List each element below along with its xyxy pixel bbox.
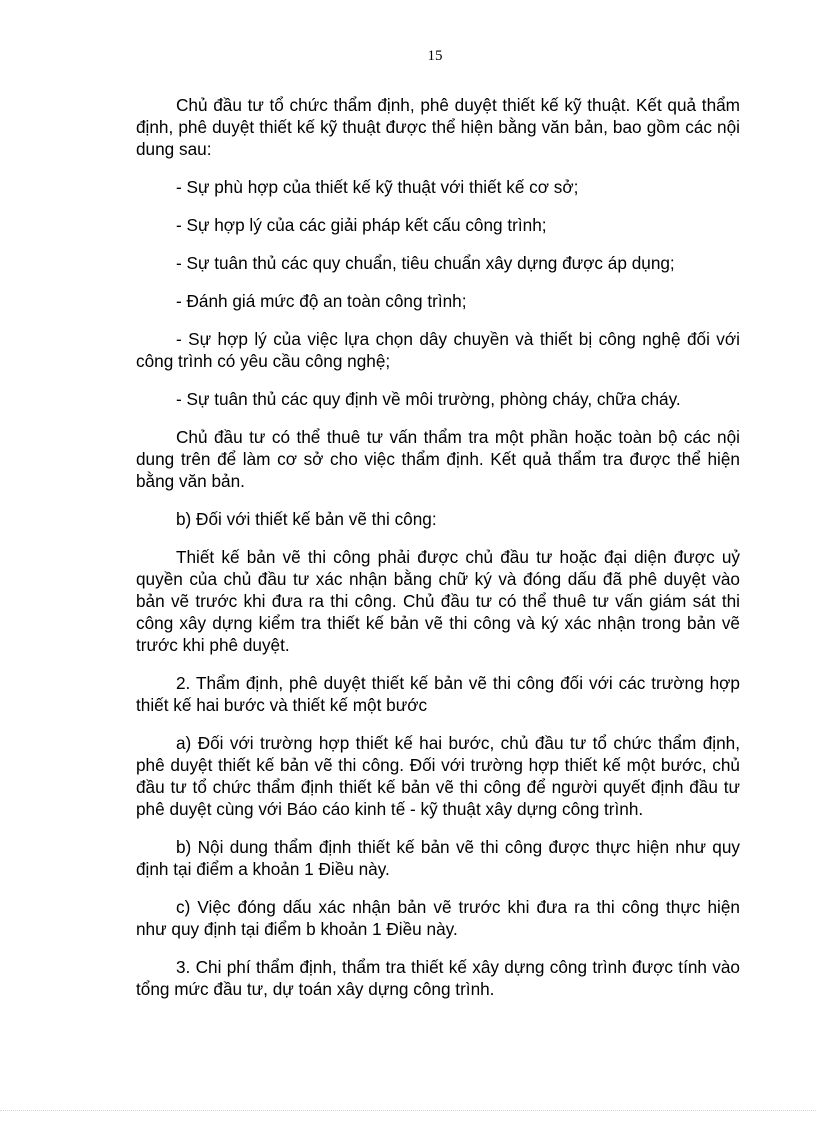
page-number: 15 <box>427 48 443 64</box>
heading-section-2: 2. Thẩm định, phê duyệt thiết kế bản vẽ thi công đối với các trường hợp thiết kế hai bước và thiết kế một bước <box>136 673 740 715</box>
list-item-environment-fire: - Sự tuân thủ các quy định về môi trường, phòng cháy, chữa cháy. <box>176 389 681 409</box>
list-item-structural-solutions: - Sự hợp lý của các giải pháp kết cấu công trình; <box>176 215 547 235</box>
list-item-technology-selection: - Sự hợp lý của việc lựa chọn dây chuyền và thiết bị công nghệ đối với công trình có yêu cầu công nghệ; <box>136 329 740 371</box>
paragraph-consultant-review: Chủ đầu tư có thể thuê tư vấn thẩm tra một phần hoặc toàn bộ các nội dung trên để làm cơ sở cho việc thẩm định. Kết quả thẩm tra được thể hiện bằng văn bản. <box>136 427 740 491</box>
list-item-safety-assessment: - Đánh giá mức độ an toàn công trình; <box>176 291 467 311</box>
paragraph-appraisal-content: b) Nội dung thẩm định thiết kế bản vẽ thi công được thực hiện như quy định tại điểm a khoản 1 Điều này. <box>136 837 740 879</box>
heading-construction-drawings: b) Đối với thiết kế bản vẽ thi công: <box>176 509 437 529</box>
paragraph-intro: Chủ đầu tư tổ chức thẩm định, phê duyệt thiết kế kỹ thuật. Kết quả thẩm định, phê duyệt thiết kế kỹ thuật được thể hiện bằng văn bản, bao gồm các nội dung sau: <box>136 95 740 159</box>
page-bottom-divider <box>0 1110 816 1111</box>
document-body <box>136 94 740 1000</box>
paragraph-section-3-costs: 3. Chi phí thẩm định, thẩm tra thiết kế xây dựng công trình được tính vào tổng mức đầu tư, dự toán xây dựng công trình. <box>136 957 740 999</box>
paragraph-drawing-approval: Thiết kế bản vẽ thi công phải được chủ đầu tư hoặc đại diện được uỷ quyền của chủ đầu tư xác nhận bằng chữ ký và đóng dấu đã phê duyệt vào bản vẽ trước khi đưa ra thi công. Chủ đầu tư có thể thuê tư vấn giám sát thi công xây dựng kiểm tra thiết kế bản vẽ thi công và ký xác nhận trong bản vẽ trước khi phê duyệt. <box>136 547 740 655</box>
paragraph-stamping: c) Việc đóng dấu xác nhận bản vẽ trước khi đưa ra thi công thực hiện như quy định tại điểm b khoản 1 Điều này. <box>136 897 740 939</box>
paragraph-two-step-design: a) Đối với trường hợp thiết kế hai bước, chủ đầu tư tổ chức thẩm định, phê duyệt thiết kế bản vẽ thi công. Đối với trường hợp thiết kế một bước, chủ đầu tư tổ chức thẩm định thiết kế bản vẽ thi công để người quyết định đầu tư phê duyệt cùng với Báo cáo kinh tế - kỹ thuật xây dựng công trình. <box>136 733 740 819</box>
list-item-conformity: - Sự phù hợp của thiết kế kỹ thuật với thiết kế cơ sở; <box>176 177 579 197</box>
list-item-standards-compliance: - Sự tuân thủ các quy chuẩn, tiêu chuẩn xây dựng được áp dụng; <box>176 253 675 273</box>
